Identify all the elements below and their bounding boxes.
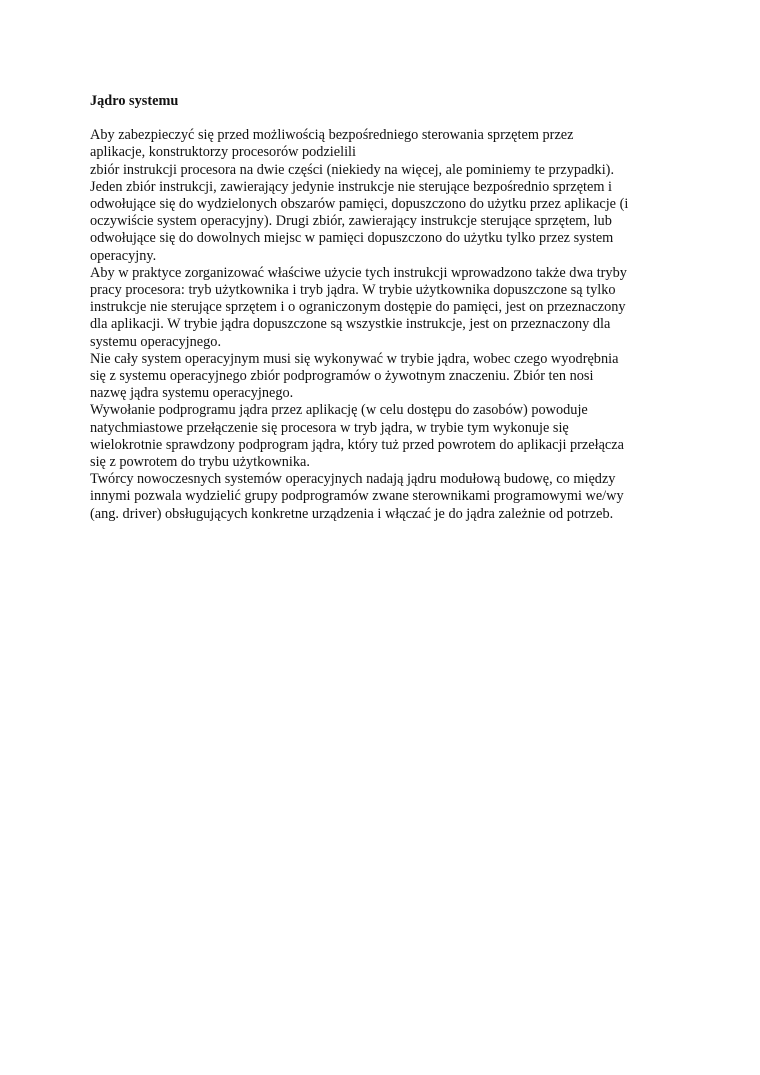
text-line: instrukcje nie sterujące sprzętem i o ograniczonym dostępie do pamięci, jest on przeznaczony	[90, 299, 626, 316]
text-line: się z systemu operacyjnego zbiór podprogramów o żywotnym znaczeniu. Zbiór ten nosi	[90, 368, 594, 385]
text-line: Aby zabezpieczyć się przed możliwością bezpośredniego sterowania sprzętem przez	[90, 127, 574, 144]
text-line: natychmiastowe przełączenie się procesora w tryb jądra, w trybie tym wykonuje się	[90, 419, 569, 436]
text-line: systemu operacyjnego.	[90, 333, 222, 350]
text-line: oczywiście system operacyjny). Drugi zbiór, zawierający instrukcje sterujące sprzętem, lub	[90, 213, 612, 230]
text-line: (ang. driver) obsługujących konkretne urządzenia i włączać je do jądra zależnie od potrzeb.	[90, 505, 614, 522]
text-line: się z powrotem do trybu użytkownika.	[90, 454, 310, 471]
text-line: odwołujące się do wydzielonych obszarów pamięci, dopuszczono do użytku przez aplikacje (i	[90, 196, 629, 213]
text-line: Wywołanie podprogramu jądra przez aplikację (w celu dostępu do zasobów) powoduje	[90, 402, 588, 419]
text-line: aplikacje, konstruktorzy procesorów podzielili	[90, 144, 357, 161]
text-line: nazwę jądra systemu operacyjnego.	[90, 385, 294, 402]
text-line: Jeden zbiór instrukcji, zawierający jedynie instrukcje nie sterujące bezpośrednio sprzętem i	[90, 178, 613, 195]
text-line: zbiór instrukcji procesora na dwie części (niekiedy na więcej, ale pominiemy te przypadki).	[90, 161, 615, 178]
document-body	[90, 93, 680, 523]
text-line: Nie cały system operacyjnym musi się wykonywać w trybie jądra, wobec czego wyodrębnia	[90, 350, 619, 367]
text-line: innymi pozwala wydzielić grupy podprogramów zwane sterownikami programowymi we/wy	[90, 488, 624, 505]
text-line: odwołujące się do dowolnych miejsc w pamięci dopuszczono do użytku tylko przez system	[90, 230, 614, 247]
text-line: dla aplikacji. W trybie jądra dopuszczone są wszystkie instrukcje, jest on przeznaczony dla	[90, 316, 611, 333]
text-line: operacyjny.	[90, 247, 157, 264]
document-text	[90, 127, 680, 523]
document-title: Jądro systemu	[90, 93, 179, 109]
text-line: Twórcy nowoczesnych systemów operacyjnych nadają jądru modułową budowę, co między	[90, 471, 616, 488]
text-line: Aby w praktyce zorganizować właściwe użycie tych instrukcji wprowadzono także dwa tryby	[90, 264, 627, 281]
text-line: pracy procesora: tryb użytkownika i tryb jądra. W trybie użytkownika dopuszczone są tylko	[90, 282, 616, 299]
text-line: wielokrotnie sprawdzony podprogram jądra, który tuż przed powrotem do aplikacji przełącza	[90, 436, 624, 453]
